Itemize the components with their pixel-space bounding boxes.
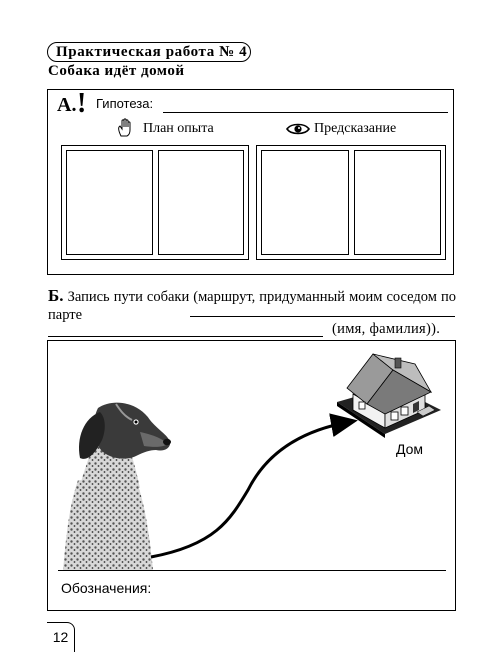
section-b-prompt [48, 287, 456, 324]
prediction-drawing-cell-1[interactable] [261, 150, 349, 255]
prediction-label: Предсказание [314, 121, 397, 136]
hypothesis-label: Гипотеза: [96, 96, 154, 111]
name-hint: (имя, фамилия)). [332, 321, 441, 337]
plan-label: План опыта [143, 121, 214, 136]
hand-icon [117, 118, 135, 138]
plan-drawing-cell-1[interactable] [66, 150, 153, 255]
plan-frame [61, 145, 249, 260]
exclamation-icon: ! [77, 88, 87, 119]
neighbor-name-line-2[interactable] [48, 336, 323, 337]
legend-divider [58, 570, 446, 571]
worksheet-title: Практическая работа № 4 [47, 42, 251, 62]
home-label: Дом [396, 441, 424, 457]
house-illustration [333, 344, 443, 439]
eye-icon [286, 122, 310, 136]
prediction-drawing-cell-2[interactable] [354, 150, 442, 255]
section-b-letter: Б. [48, 286, 64, 305]
plan-drawing-cell-2[interactable] [158, 150, 245, 255]
section-b-text: Запись пути собаки (маршрут, придуманный моим соседом по парте [48, 289, 457, 323]
legend-label: Обозначения: [61, 580, 152, 596]
prediction-frame [256, 145, 446, 260]
hypothesis-input-line[interactable] [163, 112, 448, 113]
page-number: 12 [47, 622, 75, 652]
dog-illustration [58, 390, 178, 570]
section-a-letter: А. [57, 94, 77, 116]
worksheet-subtitle: Собака идёт домой [48, 63, 185, 79]
neighbor-name-line-1[interactable] [190, 316, 455, 317]
